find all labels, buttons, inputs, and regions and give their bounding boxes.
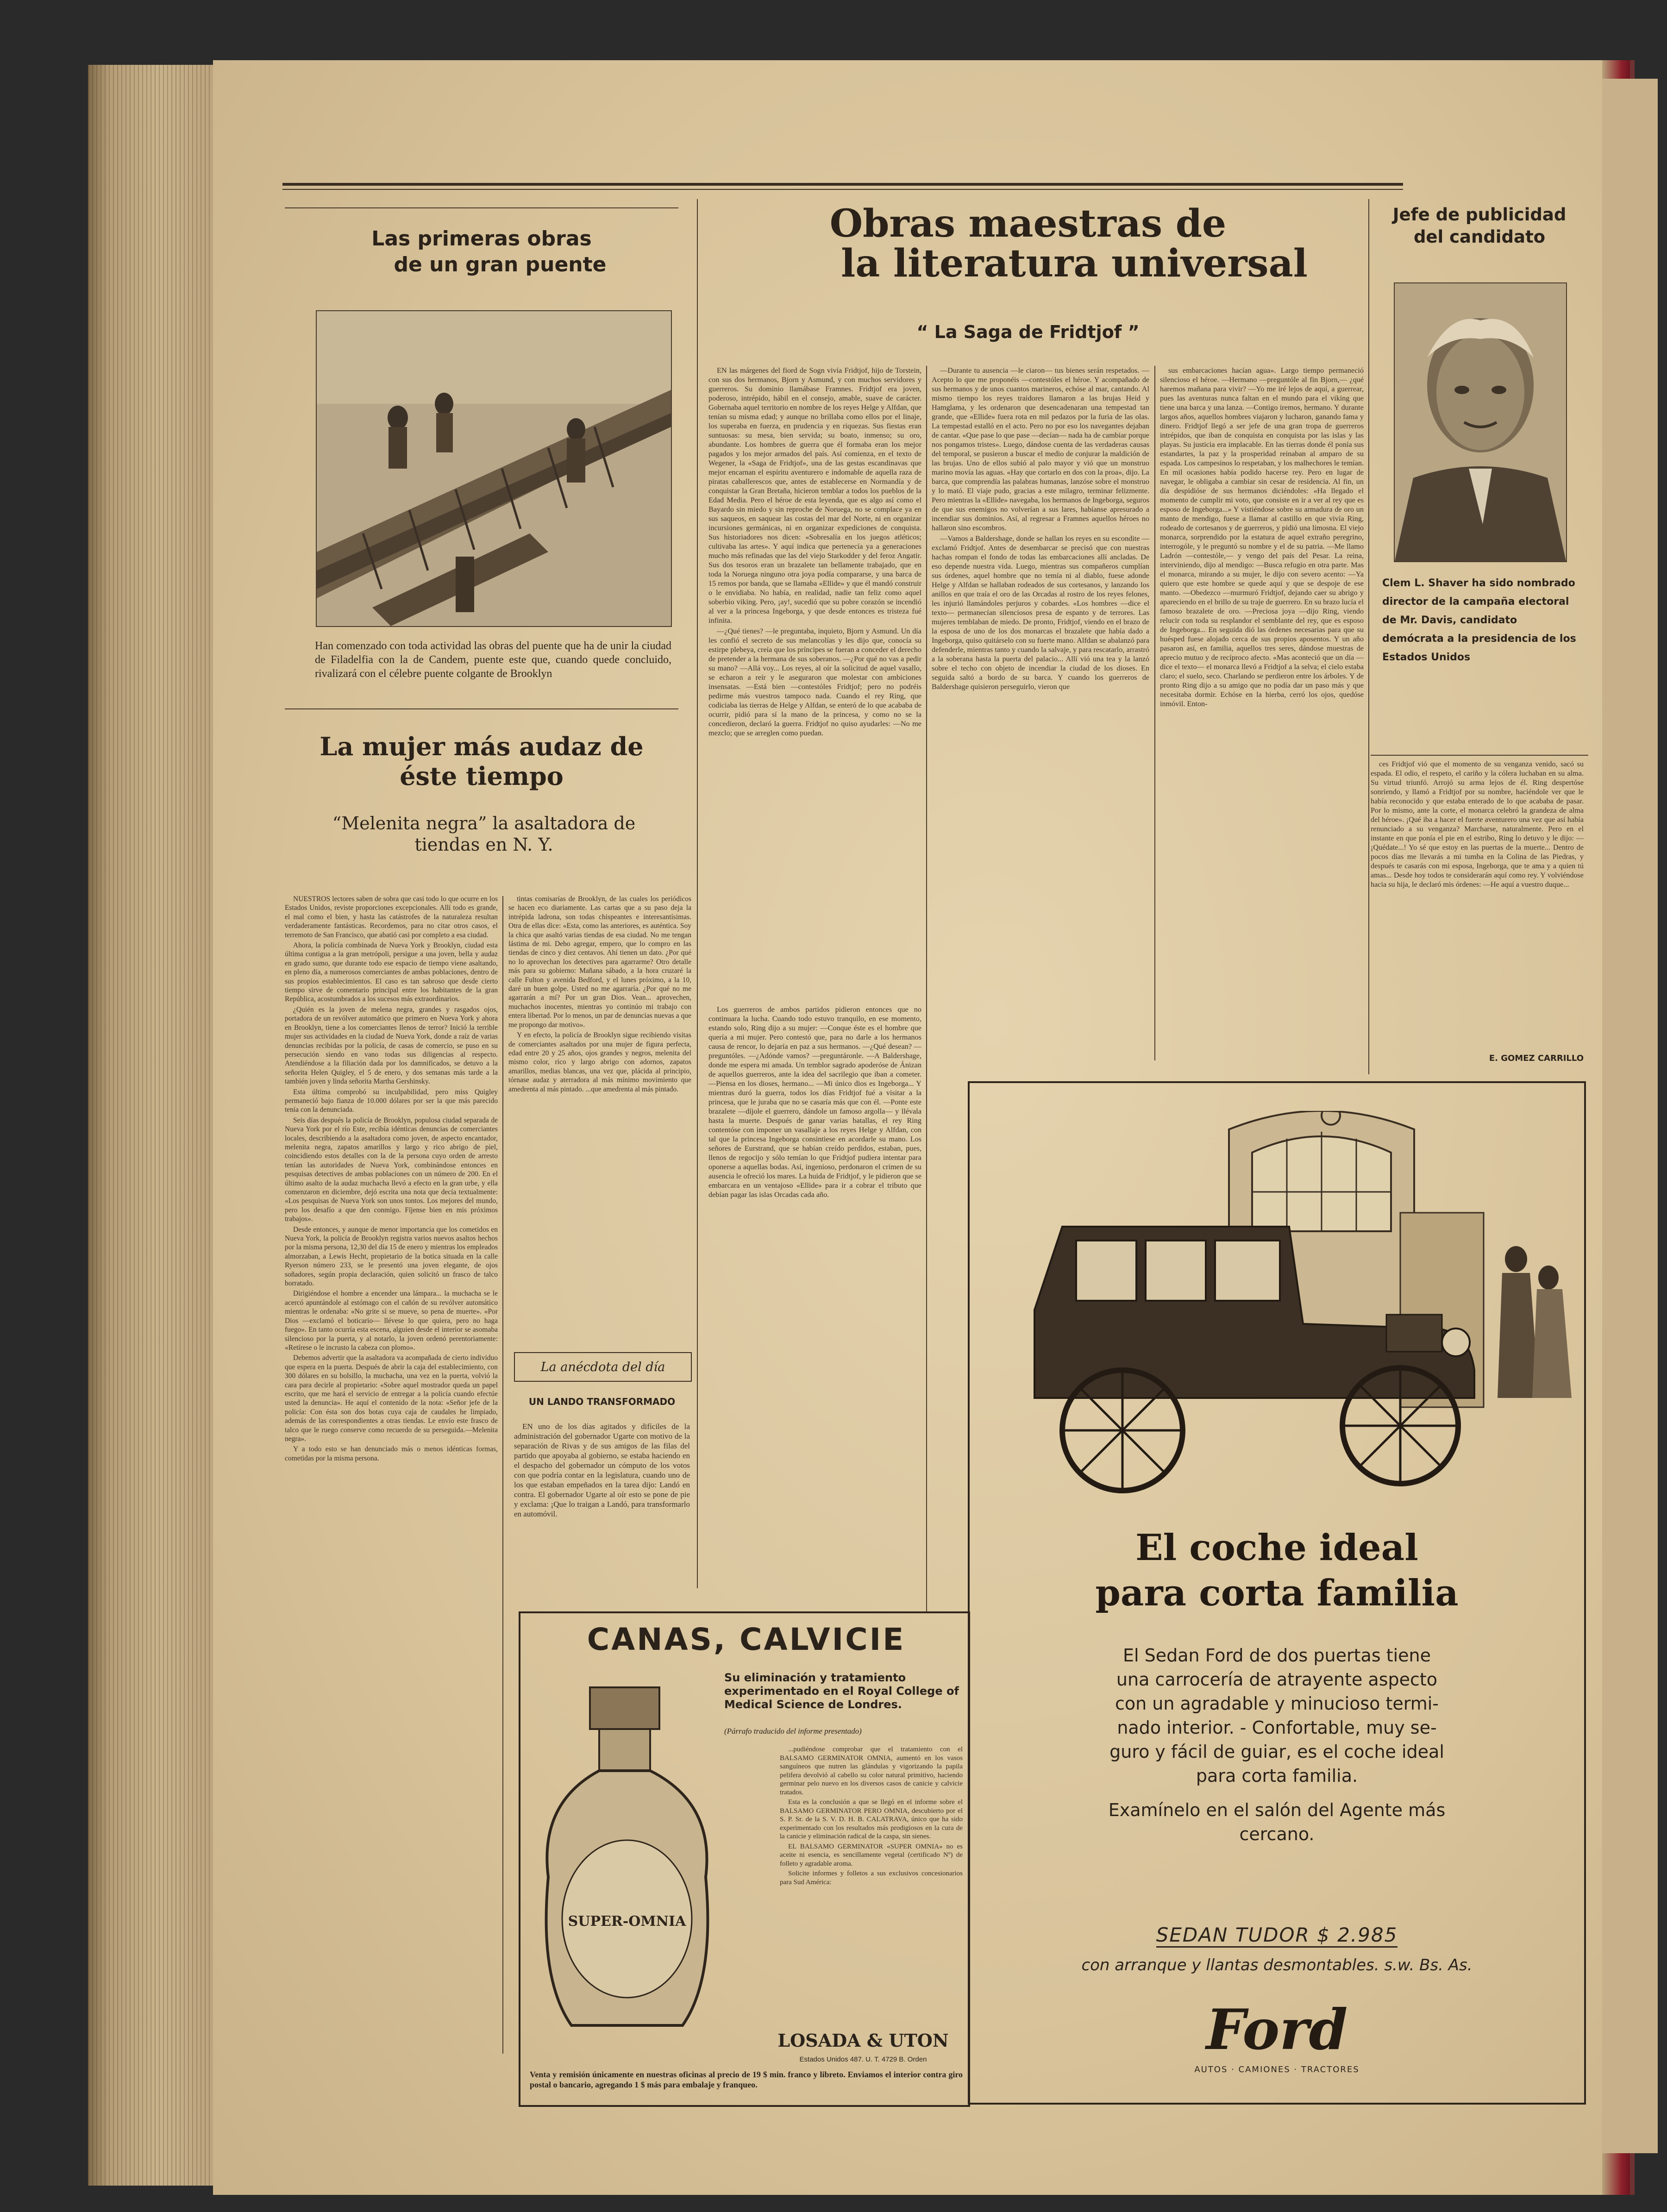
bridge-headline: Las primeras obras de un gran puente (371, 227, 607, 276)
ford-body: El Sedan Ford de dos puertas tiene una carrocería de atrayente aspecto con un agradable y minucioso termi- nado interior. - Confortable, muy se- guro y fácil de guiar, es el coche ideal para corta familia. Examínelo en el salón del Agente más cercano. (1108, 1645, 1446, 1844)
divider (1371, 755, 1588, 756)
canas-address: Estados Unidos 487. U. T. 4729 B. Orden (799, 2055, 927, 2063)
anecdota-body: EN uno de los días agitados y difíciles de la administración del gobernador Ugarte con motivo de la separación de Rivas y de sus amigos de las filas del partido que apoyaba al gobierno, se estaba haciendo en el despacho del gobernador un cómputo de los votos con que podría contar en la legislatura, cuando uno de los que estaban empeñados en la tarea dijo: Landó en contra. El gobernador Ugarte al oír esto se pone de pie y exclama: ¡Que lo traigan a Landó, para transformarlo en automóvil. (514, 1422, 690, 1518)
shaver-portrait (1394, 282, 1567, 562)
column-rule (697, 199, 698, 1588)
column-rule (502, 896, 503, 2054)
column-rule (1154, 366, 1155, 1060)
canas-company: LOSADA & UTON (777, 2030, 949, 2051)
bridge-photo (316, 310, 672, 627)
canas-footer: Venta y remisión únicamente en nuestras oficinas al precio de 19 $ min. franco y libreto. Enviamos el interior contra giro postal o bancario, agregando 1 $ más para embalaje y franqueo. (530, 2070, 963, 2089)
saga-col-b: —Durante tu ausencia —le ciaron— tus bienes serán respetados. —Acepto lo que me proponéis —contestóles el héroe. Y acompañado de sus hermanos y de unos cuantos marineros, echóse al mar, cantando. Al mismo tiempo los reyes traidores llamaron a las brujas Heid y Hamglama, y les ordenaron que desencadenaran una tempestad tan grande, que «Ellide» fuera rota en mil pedazos por la furia de las olas. La tempestad estalló en el acto. Pero no por eso los navegantes dejaban de cantar. «Que pase lo que pase —decían— nada ha de cambiar porque nos pongamos tristes». Luego, dándose cuenta de las verdaderas causas del temporal, se pusieron a buscar el medio de conjurar la maldición de las brujas. Uno de ellos subió al palo mayor y vió que un monstruo marino movía las aguas. «Hay que cortarlo en dos con la proa», dijo. La barca, que comprendía las palabras humanas, lanzóse sobre el monstruo y lo mató. El viaje pudo, gracias a este milagro, terminar felizmente. Pero mientras la «Ellide» navegaba, los hermanos de Ingeborga, seguros de que sus enemigos no volverían a sus lares, habíanse apresurado a incendiar sus dominios. Así, al regresar a Framnes aquellos héroes no hallaron sino escombros. —Vamos a Baldershage, donde se hallan los reyes en su escondite —exclamó Fridtjof. Antes de desembarcar se precisó que con nuestras hachas rompan el fondo de todas las embarcaciones allí ancladas. De eso depende nuestra vida. Luego, mientras sus compañeros cumplían sus órdenes, aquel hombre que no temía ni al diablo, fuese adonde Helge y Alfdan se hallaban rodeados de sus cortesanos, y lanzando los anillos en que traía el oro de las Orcadas al rostro de los reyes felones, les injurió llamándoles perjuros y cobardes. «Los hombres —dice el texto— permanecían silenciosos presa de espanto y de terrores. Las mujeres temblaban de miedo. De pronto, Fridtjof, viendo en el brazo de la esposa de uno de los dos monarcas el brazalete que había dado a Ingeborga, quiso quitárselo con su fuerte mano. Alfdan se abalanzó para defenderle, mientras tanto y cuando la salvaje, y para rescatarlo, arrastró a la soberana hasta la puerta del palacio... Allí vió una tea y la lanzó sobre el techo con objeto de incendiar la ciudad de los dioses. En seguida saltó a bordo de su barca. Y cuando los guerreros de Baldershage quisieron perseguirlo, vieron que (932, 366, 1149, 691)
bridge-caption: Han comenzado con toda actividad las obras del puente que ha de unir la ciudad de Filadelfia con la de Candem, puente este que, cuando quede concluido, rivalizará con el célebre puente colgante de Brooklyn (315, 640, 671, 680)
saga-col-c: sus embarcaciones hacían agua». Largo tiempo permaneció silencioso el héroe. —Hermano —preguntóle al fin Bjorn,— ¿qué haremos mañana para vivir? —Yo me iré lejos de aquí, a guerrear, pues las aventuras nunca faltan en el mundo para el viking que tiene una barca y una lanza. —Contigo iremos, hermano. Y durante largos años, aquellos hombres viajaron y lucharon, ganando fama y dinero. Fridtjof llegó a ser jefe de una gran tropa de guerreros intrépidos, que iban de conquista en conquista por las islas y las playas. Su justicia era implacable. En las tierras donde él ponía sus estandartes, la paz y la prosperidad reinaban al amparo de su espada. Los campesinos lo respetaban, y los malhechores le temían. En mil ocasiones había podido hacerse rey. Pero en lugar de navegar, le obligaba a cambiar sin cesar de residencia. Al fin, un día despidióse de sus hermanos diciéndoles: «Ha llegado el momento de cumplir mi voto, que consiste en ir a ver al rey que es esposo de Ingeborga...» Y vistiéndose sobre su armadura de oro un manto de mendigo, fuese a llamar al castillo en que vivía Ring, rodeado de cortesanos y de guerreros, y pidió una limosna. El viejo monarca, sorprendido por la estatura de aquel extraño peregrino, interrogóle, y le preguntó su nombre y el de su patria. —Me llamo Ladrón —contestóle,— y vengo del país del Pesar. La reina, interviniendo, dijo al mendigo: —Busca refugio en otra parte. Mas el monarca, mirando a su mujer, le dijo con severo acento: —Ya quiero que este hombre se quede aquí y que se despoje de ese manto. —Obedezco —murmuró Fridtjof, dejando caer su abrigo y apareciendo en el brillo de su traje de guerrero. En su brazo lucía el famoso brazalete de oro. —Preciosa joya —dijo Ring, viendo relucir con toda su resplandor el semblante del rey, que es esposo de Ingeborga... En seguida dió las órdenes necesarias para que su huésped fuese alojado cerca de sus propios aposentos. Y un año pasaron así, en familia, aquellos tres seres, dándose muestras de aprecio mutuo y de recíproco afecto. «Mas aconteció que un día —dice el texto— el monarca llevó a Fridtjof a la selva; el cielo estaba claro; el suelo, seco. Charlando se perdieron entre los árboles. Y de pronto Ring dijo a su amigo que no podía dar un paso más y que necesitaba dormir. Echóse en la hierba, cerró los ojos, quedóse inmóvil. Enton- (1160, 366, 1364, 708)
next-page-edge (1602, 79, 1658, 2153)
ford-price-note: con arranque y llantas desmontables. s.w. Bs. As. (1081, 1956, 1473, 1974)
mujer-article-col2: tintas comisarías de Brooklyn, de las cuales los periódicos se hacen eco diariamente. Las cartas que a su paso deja la intrépida ladrona, son todas chispeantes e interesantísimas. Otra de ellas dice: «Esta, como las anteriores, es auténtica. Soy la chica que asaltó varias tiendas de esa ciudad. No me tengan lástima de mi. Debo agregar, empero, que lo compro en las tiendas de cinco y diez centavos. Ahí tienen un dato. ¿Por qué no lo aprovechan los detectives para agarrarme? Otro detalle más para su gobierno: Mañana sábado, a la hora cruzaré la calle Fulton y avenida Bedford, y el lunes próximo, a la 10, daré un buen golpe. Usted no me agarraría. ¿Por qué no me agarrarán a mí? Por un gran Dios. Vean... aprovechen, muchachos inocentes, mientras yo continúo mi trabajo con entera libertad. Por lo menos, un par de denuncias nuevas a que me propongo dar motivo». Y en efecto, la policía de Brooklyn sigue recibiendo visitas de comerciantes asaltados por una mujer de figura perfecta, edad entre 20 y 25 años, ojos grandes y negros, melenita del mismo color, rico y largo abrigo con adornos, zapatos amarillos, medias blancas, una vez que, plácida al principio, tórnase audaz y aterradora al más mínimo movimiento que amedrenta al más pintado. ...que amedrenta al más pintado. (508, 895, 691, 1093)
portrait-image (1395, 283, 1566, 561)
anecdota-subtitle: UN LANDO TRANSFORMADO (528, 1396, 676, 1407)
column-rule (926, 366, 927, 1611)
canas-intro-note: (Párrafo traducido del informe presentado) (724, 1727, 862, 1736)
saga-col-a: EN las márgenes del fiord de Sogn vivía Fridtjof, hijo de Torstein, con sus dos hermanos, Bjorn y Asmund, y con muchos servidores y guerreros. Su dominio llamábase Framnes. Fridtjof era joven, poderoso, intrépido, hábil en el consejo, amable, suave de carácter. Gobernaba aquel territorio en nombre de los reyes Helge y Alfdan, que tenían su misma edad; y aunque no brillaba como ellos por el linaje, los superaba en fuerza, en prudencia y en riquezas. Sus fiestas eran suntuosas: su mesa, bien servida; su boato, inmenso; su oro, abundante. Los hombres de guerra que él formaba eran los mejor pagados y los mejor armados del país. Así comienza, en el texto de Wegener, la «Saga de Fridtjof», una de las gestas escandinavas que mejor encarnan el espíritu aventurero e indomable de aquella raza de piratas caballerescos que, antes de establecerse en Normandía y de conquistar la Gran Bretaña, hicieron temblar a todos los pueblos de la Edad Media. Pero el héroe de esta leyenda, que es algo así como el Bayardo sin miedo y sin reproche de Noruega, no se complace ya en sus saqueos, en saquear las costas del mar del Norte, ni en organizar incursiones germánicas, ni en organizar expediciones de conquista. Sus historiadores nos dicen: «Sobresalía en los juegos atléticos; cultivaba las artes». Y aquí indica que pertenecía ya a generaciones mucho más refinadas que las del viejo Starkodder y del feroz Angatir. Sus dos tesoros eran un brazalete tan bellamente trabajado, que en toda la Noruega ninguno otra joya podía compararse, y una barca de 15 remos por banda, que se llamaba «Ellide» y que él mandó construir o le envidiaba. No había, en realidad, nadie tan feliz como aquel soberbio viking. Pero, ¡ay!, sucedió que su pobre corazón se incendió al ver a la princesa Ingeborga, y que desde entonces es tristeza fué infinita. —¿Qué tienes? —le preguntaba, inquieto, Bjorn y Asmund. Un día les confió el secreto de sus melancolías y les dijo que, conocía su estirpe plebeya, creía que los príncipes se fueran a conceder el derecho de pretender a la hermana de sus soberanos. —¿Por qué no vas a pedir su mano? —Allá voy... Los reyes, al oír la solicitud de aquel vasallo, se echaron a reír y le aseguraron que molestar con ambiciones insensatas. —Está bien —contestóles Fridtjof; pero no podréis pedirme más vuestros tampoco nada. Cuando el rey Ring, que codiciaba las tierras de Helge y Alfdan, se enteró de lo que acababa de ocurrir, pidió para sí la mano de la princesa, y como no se la concedieron, declaró la guerra. Fridtjof no quiso ayudarles: —No me mezclo; que se arreglen como puedan. (708, 366, 921, 737)
ford-price: SEDAN TUDOR $ 2.985 (970, 1924, 1584, 1946)
bridge-construction-image (317, 311, 671, 626)
ford-logo: Ford (1206, 1997, 1348, 2062)
column-rule (1368, 199, 1369, 1074)
mujer-subtitle: “Melenita negra” la asaltadora de tiendas en N. Y. (332, 813, 636, 855)
canas-body: ...pudiéndose comprobar que el tratamiento con el BALSAMO GERMINATOR OMNIA, aumentó en los vasos sanguíneos que nutren las glándulas y vigorizando la papila pelifera devolvió al cabello su color natural primitivo, haciendo germinar pelo nuevo en los diversos casos de canicie y calvicie tratados. Esta es la conclusión a que se llegó en el informe sobre el BALSAMO GERMINATOR PERO OMNIA, descubierto por el S. P. Sr. de la S. V. D. H. B. CALATRAVA, único que ha sido experimentado con los resultados más prodigiosos en la cura de la canicie y eliminación radical de la caspa, sin sienes. EL BALSAMO GERMINATOR «SUPER OMNIA» no es aceite ni esencia, es sencillamente vegetal (certificado Nº) de folleto y agradable aroma. Solicite informes y folletos a sus exclusivos concesionarios para Sud América: (780, 1746, 963, 1886)
canas-intro: Su eliminación y tratamiento experimentado en el Royal College of Medical Science de Londres. (724, 1671, 959, 1711)
ford-headline: El coche ideal para corta familia (1095, 1527, 1459, 1614)
ford-sedan-illustration (970, 1111, 1584, 1528)
saga-subtitle: “ La Saga de Fridtjof ” (916, 322, 1140, 342)
top-rule (282, 183, 1403, 186)
publicidad-caption: Clem L. Shaver ha sido nombrado director de la campaña electoral de Mr. Davis, candidato demócrata a la presidencia de los Estados Unidos (1382, 577, 1576, 663)
byline: E. GOMEZ CARRILLO (1489, 1053, 1584, 1063)
canas-headline: CANAS, CALVICIE (587, 1622, 906, 1657)
balsamo-bottle-image (530, 1683, 724, 2044)
divider (285, 708, 678, 709)
mujer-article-col1: NUESTROS lectores saben de sobra que casi todo lo que ocurre en los Estados Unidos, reviste proporciones excepcionales. Allí todo es grande, el mal como el bien, y hasta las catástrofes de la naturaleza resultan verdaderamente fantásticas. Recordemos, para no citar otros casos, el terremoto de San Francisco, que abatió casi por completo a esa ciudad. Ahora, la policía combinada de Nueva York y Brooklyn, ciudad esta última contigua a la gran metrópoli, persigue a una joven, bella y audaz en grado sumo, que durante todo ese espacio de tiempo viene asaltando, en pleno día, a numerosos comerciantes de ambas poblaciones, dentro de sus propios establecimientos. El caso es tan sabroso que desde cierto tiempo sirve de comentario principal entre los habitantes de la gran República, acostumbrados a los sucesos más extraordinarios. ¿Quién es la joven de melena negra, grandes y rasgados ojos, portadora de un revólver automático que primero en Nueva York y ahora en Brooklyn, tiene a los comerciantes llenos de terror? Inició la terrible mujer sus actividades en la ciudad de Nueva York, donde a raíz de varias denuncias recibidas por la policía, de casas de comercio, se puso en su persecución siendo en vano todas sus diligencias al respecto. Atendiéndose a la filiación dada por los damnificados, se detuvo a la señorita Helen Quigley, el 5 de enero, y dos semanas más tarde a la también joven y linda señorita Martha Gershinsky. Esta última comprobó su inculpabilidad, pero miss Quigley permaneció bajo fianza de 10.000 dólares por ser la que más parecido tenía con la denunciada. Seis días después la policía de Brooklyn, populosa ciudad separada de Nueva York por el río Este, recibía idénticas denuncias de comerciantes locales, describiendo a la asaltadora como joven, de aspecto encantador, melenita negra, zapatos amarillos y largo y rico abrigo de piel, coincidiendo estos detalles con la de la persona cuyo orden de arresto tenían las autoridades de Nueva York, combinándose entonces en pesquisas detectives de ambas poblaciones con un número de 200. En el último asalto de la audaz muchacha llevó a efecto en la gran urbe, y ella comenzaron en diciembre, dejó escrita una nota que decía textualmente: «Los pesquisas de Nueva York son unos tontos. Los mejores del mundo, pero los desafío a que den conmigo. Fíjense bien en mis próximos trabajos». Desde entonces, y aunque de menor importancia que los cometidos en Nueva York, la policía de Brooklyn registra varios nuevos asaltos hechos por la misma persona, 12,30 del día 15 de enero y mientras los empleados almorzaban, a Lewis Hecht, propietario de la botica situada en la calle Ryerson número 233, se le presentó una joven elegante, de ojos soñadores, según propia declaración, quien solicitó un frasco de talco borratado. Dirigiéndose el hombre a encender una lámpara... la muchacha se le acercó apuntándole al estómago con el cañón de su revólver automático mientras le ordenaba: «No grite si se mueve, so pena de muerte». «Por Dios —exclamó el boticario— llévese lo que quiera, pero no haga fuego». En tanto ocurría esta escena, alguien desde el interior se asomaba silencioso por la puerta, y al notarlo, la joven ordenó perentoriamente: «Retírese o le incrusto la cabeza con plomo». Debemos advertir que la asaltadora va acompañada de cierto individuo que espera en la puerta. Después de abrir la caja del establecimiento, con 300 dólares en su bolsillo, la muchacha, una vez en la puerta, volvió la cara para decirle al propietario: «Sobre aquel mostrador queda un papel escrito, que me hará el servicio de entregar a la policía cuando efectúe usted la denuncia». He aquí el contenido de la nota: «Señor jefe de la policía: Con ésta son dos botas cuya caja de caudales he limpiado, además de las correspondientes a otras tiendas. Le envío este frasco de talco que le ruego conserve como recuerdo de su perseguida.—Melenita negra». Y a todo esto se han denunciado más o menos idénticas formas, cometidas por la misma persona. (285, 895, 498, 1462)
ford-advertisement (968, 1081, 1586, 2105)
obras-headline: Obras maestras de la literatura universal (829, 201, 1308, 286)
anecdota-box-title: La anécdota del día (514, 1352, 692, 1382)
canas-advertisement (519, 1611, 970, 2107)
divider (285, 207, 678, 208)
top-rule-thin (282, 189, 1403, 190)
ford-logo-subtitle: AUTOS · CAMIONES · TRACTORES (1194, 2065, 1360, 2074)
saga-col-a-cont: Los guerreros de ambos partidos pidieron entonces que no continuara la lucha. Cuando todo estuvo tranquilo, en ese momento, estando solo, Ring dijo a su mujer: —Conque éste es el hombre que quería a mi mujer. Pero contestó que, para no darle a los hermanos causa de rencor, lo dejaría en paz a sus hermanos. —¿Qué desean? —preguntóles. —¿Adónde vamos? —preguntáronle. —A Baldershage, donde me espera mi amada. Un temblor sagrado apoderóse de Ánizan de aquellos guerreros, ante la idea del sacrilegio que iban a cometer. —Piensa en los dioses, hermano... —Mi único dios es Ingeborga... Y mientras duró la guerra, todos los días Fridtjof fué a visitar a la princesa, que le juraba que no se casaría más que con él. —Ponte este brazalete —díjole el guerrero, dándole un famoso argolla— y llévala hasta la muerte. Después de ganar varias batallas, el rey Ring contentóse con imponer un vasallaje a los reyes Helge y Alfdan, con tal que la princesa Ingeborga consintiese en acordarle su mano. Los señores de Eurstrand, que se habían creído perdidos, estaban, pues, llenos de regocijo y sólo temían lo que Fridtjof pudiera intentar para oponerse a aquellas bodas. Así, ingenioso, perdonaron el crimen de su ausencia le ofreció los mares. La huida de Fridtjof, y le pidieron que se embarcara en un ventajoso «Ellide» para ir a cobrar el tributo que debían pagar las islas Orcadas cada año. (708, 1005, 921, 1199)
saga-col-d: ces Fridtjof vió que el momento de su venganza venido, sacó su espada. El odio, el respeto, el cariño y la cólera luchaban en su alma. Su virtud triunfó. Arrojó su arma lejos de él. Ring despertóse sonriendo, y llamó a Fridtjof por su nombre, haciéndole ver que le había reconocido y que estaba enterado de lo que acababa de pasar. Por lo mismo, ante la corte, el monarca celebró la grandeza de alma del héroe». ¡Qué iba a hacer el fuerte aventurero una vez que así había renunciado a su venganza? Marcharse, naturalmente. Pero en el instante en que ponía el pie en el estribo, Ring lo detuvo y le dijo: —¡Quédate...! Yo sé que estoy en las puertas de la muerte... Dentro de pocos días me llevarás a mi tumba en la Colina de las Piedras, y después te casarás con mi esposa, Ingeborga, que te ama y a quien tú amas... Desde hoy todos te considerarán aquí como rey. Y volviéndose hacia su hija, le declaró mis órdenes: —He aquí a vuestro duque... (1371, 760, 1584, 889)
publicidad-headline: Jefe de publicidad del candidato (1392, 205, 1567, 247)
mujer-headline: La mujer más audaz de éste tiempo (320, 732, 644, 791)
bottle-label: SUPER-OMNIA (568, 1913, 686, 1930)
